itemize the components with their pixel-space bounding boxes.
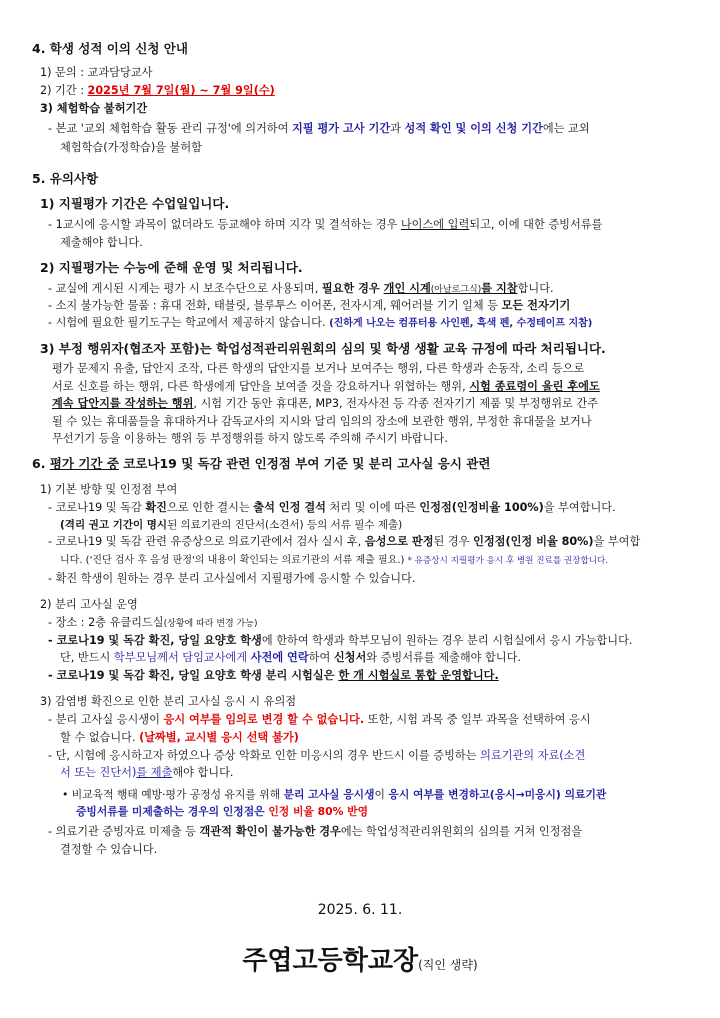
s6-1-line2	[60, 516, 402, 534]
s6-text: 으로 인한 결시는	[166, 501, 254, 514]
s5-text: , 시험 기간 동안 휴대폰, MP3, 전자사전 등 각종 전자기기 제품 및 부정행위로 간주	[193, 397, 599, 410]
s6-1-title: 1) 기본 방향 및 인정점 부여	[40, 483, 178, 496]
s5-keep-writing: 계속 답안지를 작성하는 행위	[52, 397, 194, 410]
s6-text: 해야 합니다.	[172, 766, 234, 779]
s6-3-line6	[76, 803, 368, 821]
s6-text: • 비교육적 행태 예방·평가 공정성 유지를 위해	[62, 788, 284, 801]
s5-supplies-note: (진하게 나오는 컴퓨터용 사인펜, 흑색 펜, 수정테이프 지참)	[329, 318, 593, 329]
s6-text: (격리 권고 기간이 명시	[60, 519, 168, 531]
s6-3-line3	[48, 747, 585, 765]
s5-analog: (아날로그식)	[430, 285, 482, 295]
s6-text: 확진	[145, 501, 167, 514]
s5-text: - 1교시에 응시할 과목이 없더라도 등교해야 하며 지각 및 결석하는 경우	[48, 218, 401, 231]
s6-text: 니다. ('진단 검사 후 음성 판정'의 내용이 확인되는 의료기관의 서류 제출 필요.)	[60, 555, 408, 566]
s4-text: 에는 교외	[542, 122, 590, 135]
s5-2-title: 2) 지필평가는 수능에 준해 운영 및 처리됩니다.	[40, 260, 303, 275]
s5-2-banned-items	[48, 297, 570, 315]
s6-text: 의료기관의 자료(소견	[480, 749, 586, 762]
s6-text: 음성으로 판정	[364, 535, 434, 548]
s5-3-line1: 평가 문제지 유출, 답안지 조작, 다른 학생의 답안지를 보거나 보여주는 행위, 다른 학생과 손동작, 소리 등으로	[52, 362, 585, 375]
section-6-title	[32, 455, 490, 473]
s6-text: 객관적 확인이 불가능한 경우	[199, 825, 341, 838]
s6-text: 된 의료기관의 진단서(소견서) 등의 서류 필수 제출)	[167, 519, 403, 531]
s4-appeal-period: 성적 확인 및 이의 신청 기간	[404, 122, 543, 135]
s6-3-title: 3) 감염병 확진으로 인한 분리 고사실 응시 시 유의점	[40, 695, 297, 708]
s6-text: 을 부여합	[593, 535, 641, 548]
s4-period	[40, 82, 275, 100]
s6-text: - 코로나19 및 독감	[48, 501, 146, 514]
s6-2-location	[48, 614, 257, 633]
s6-3-line7	[48, 823, 582, 841]
s4-text: - 본교 '교외 체험학습 활동 관리 규정'에 의거하여	[48, 122, 292, 135]
s6-title-text: 코로나19 및 독감 관련 인정점 부여 기준 및 분리 고사실 응시 관련	[118, 456, 491, 471]
s5-3-title: 3) 부정 행위자(협조자 포함)는 학업성적관리위원회의 심의 및 학생 생활 교육 규정에 따라 처리됩니다.	[40, 341, 606, 356]
s5-bring: 를 지참	[481, 282, 518, 295]
s6-text: 응시 여부를 임의로 변경 할 수 없습니다.	[163, 713, 365, 726]
s5-all-devices: 모든 전자기기	[501, 299, 571, 312]
s5-text: 되고, 이에 대한 증빙서류를	[469, 218, 603, 231]
s6-text: - 코로나19 및 독감 확진, 당일 요양호 학생 분리 시험실은	[48, 669, 339, 682]
s5-neis: 나이스에 입력	[400, 218, 470, 231]
s5-text: - 시험에 필요한 필기도구는 학교에서 제공하지 않습니다.	[48, 316, 330, 329]
s5-3-line2	[52, 378, 600, 396]
s6-title-period: 평가 기간 중	[49, 456, 119, 471]
s5-text: 합니다.	[517, 282, 554, 295]
s4-restriction-line2: 체험학습(가정학습)을 불허함	[60, 141, 202, 154]
s6-title-text: 6.	[32, 456, 50, 471]
s6-text: 와 증빙서류를 제출해야 합니다.	[366, 651, 521, 664]
s5-1-line2: 제출해야 합니다.	[60, 236, 143, 249]
s6-1-line1	[48, 499, 616, 517]
s4-period-label: 2) 기간 :	[40, 84, 88, 97]
s5-after-bell: 시험 종료령이 울린 후에도	[469, 380, 600, 393]
school-principal: 주엽고등학교장	[242, 946, 419, 976]
seal-note: (직인 생략)	[418, 958, 478, 972]
section-5-title: 5. 유의사항	[32, 171, 99, 186]
s6-text: 증빙서류를 미제출하는 경우의 인정점은	[76, 805, 269, 818]
s6-1-line3	[48, 533, 640, 551]
s6-text: 분리 고사실 응시생	[283, 788, 375, 801]
s6-note: * 유증상시 지필평가 응시 후 병원 진료를 권장합니다.	[407, 556, 609, 566]
s5-text: - 교실에 게시된 시계는 평가 시 보조수단으로 사용되며,	[48, 282, 322, 295]
s5-text: 필요한 경우	[321, 282, 384, 295]
s6-2-title: 2) 분리 고사실 운영	[40, 598, 138, 611]
s6-3-line5	[62, 786, 606, 804]
s4-exam-period: 지필 평가 고사 기간	[291, 122, 391, 135]
s6-text: - 분리 고사실 응시생이	[48, 713, 164, 726]
s5-3-line3	[52, 395, 598, 413]
s6-text: 할 수 없습니다.	[60, 731, 140, 744]
s5-2-supplies	[48, 314, 592, 333]
issue-date: 2025. 6. 11.	[317, 902, 403, 918]
s6-1-line4	[60, 552, 608, 570]
s5-text: - 소지 불가능한 물품 : 휴대 전화, 태블릿, 블루투스 이어폰, 전자시계, 웨어러블 기기 일체 등	[48, 299, 502, 312]
s6-text: (날짜별, 교시별 응시 선택 불가)	[139, 731, 299, 744]
s4-period-dates: 2025년 7월 7일(월) ~ 7월 9일(수)	[87, 84, 275, 97]
s6-text: - 의료기관 증빙자료 미제출 등	[48, 825, 200, 838]
s4-restriction-line1	[48, 120, 590, 138]
s5-3-line4: 될 수 있는 휴대품들을 휴대하거나 감독교사의 지시와 달리 임의의 장소에 보관한 행위, 부정한 휴대물을 보거나	[52, 415, 592, 428]
s6-text: 에는 학업성적관리위원회의 심의를 거쳐 인정점을	[340, 825, 583, 838]
s6-3-line2	[60, 729, 299, 747]
s6-text: 응시 여부를 변경하고(응시→미응시) 의료기관	[388, 788, 607, 801]
s6-text: 인정점(인정비율 100%)	[419, 501, 544, 514]
s6-text: 인정점(인정 비율 80%)	[473, 535, 594, 548]
s6-text: (상황에 따라 변경 가능)	[163, 619, 258, 629]
s6-text: 또한, 시험 과목 중 일부 과목을 선택하여 응시	[364, 713, 591, 726]
s5-1-line1	[48, 216, 602, 234]
s6-text: 를 제출	[136, 766, 173, 779]
s6-3-line4	[60, 764, 233, 782]
s6-3-line1	[48, 711, 591, 729]
s6-text: 된 경우	[433, 535, 474, 548]
s6-2-contact	[60, 649, 521, 667]
s6-text: 신청서	[333, 651, 367, 664]
s6-text: 사전에 연락	[250, 651, 309, 664]
s6-text: 학부모님께서 담임교사에게	[113, 651, 251, 664]
s6-text: 한 개 시험실로 통합 운영합니다.	[338, 669, 499, 682]
s6-text: 출석 인정 결석	[253, 501, 326, 514]
s5-watch: 개인 시계	[383, 282, 431, 295]
s6-text: 서 또는 진단서)	[60, 766, 137, 779]
s6-text: 을 부여합니다.	[543, 501, 616, 514]
s5-3-line5: 무선기기 등을 이용하는 행위 등 부정행위를 하지 않도록 주의해 주시기 바랍니다.	[52, 432, 448, 445]
s6-3-line8: 결정할 수 있습니다.	[60, 843, 158, 856]
s4-text: 과	[390, 122, 405, 135]
s6-text: 인정 비율 80% 반영	[268, 805, 369, 818]
s5-1-title: 1) 지필평가 기간은 수업일입니다.	[40, 196, 230, 211]
s6-2-eligibility	[48, 632, 632, 650]
s6-text: 에 한하여 학생과 학부모님이 원하는 경우 분리 시험실에서 응시 가능합니다.	[261, 634, 633, 647]
s4-restriction-title: 3) 체험학습 불허기간	[40, 102, 148, 115]
s4-inquiry: 1) 문의 : 교과담당교사	[40, 66, 153, 79]
s6-text: - 장소 : 2층 유클리드실	[48, 616, 164, 629]
s6-text: 처리 및 이에 따른	[325, 501, 420, 514]
s6-1-line5: - 확진 학생이 원하는 경우 분리 고사실에서 지필평가에 응시할 수 있습니다.	[48, 572, 416, 585]
s6-text: - 코로나19 및 독감 관련 유증상으로 의료기관에서 검사 실시 후,	[48, 535, 365, 548]
signature-block	[0, 940, 720, 977]
s6-text: 하여	[308, 651, 334, 664]
s6-text: 이	[374, 788, 389, 801]
section-4-title: 4. 학생 성적 이의 신청 안내	[32, 41, 188, 56]
s6-text: - 코로나19 및 독감 확진, 당일 요양호 학생	[48, 634, 262, 647]
s6-text: 단, 반드시	[60, 651, 114, 664]
s6-text: - 단, 시험에 응시하고자 하였으나 증상 악화로 인한 미응시의 경우 반드시 이를 증빙하는	[48, 749, 481, 762]
s5-text: 서로 신호를 하는 행위, 다른 학생에게 답안을 보여줄 것을 강요하거나 위협하는 행위,	[52, 380, 470, 393]
s6-2-merged-room	[48, 667, 499, 685]
